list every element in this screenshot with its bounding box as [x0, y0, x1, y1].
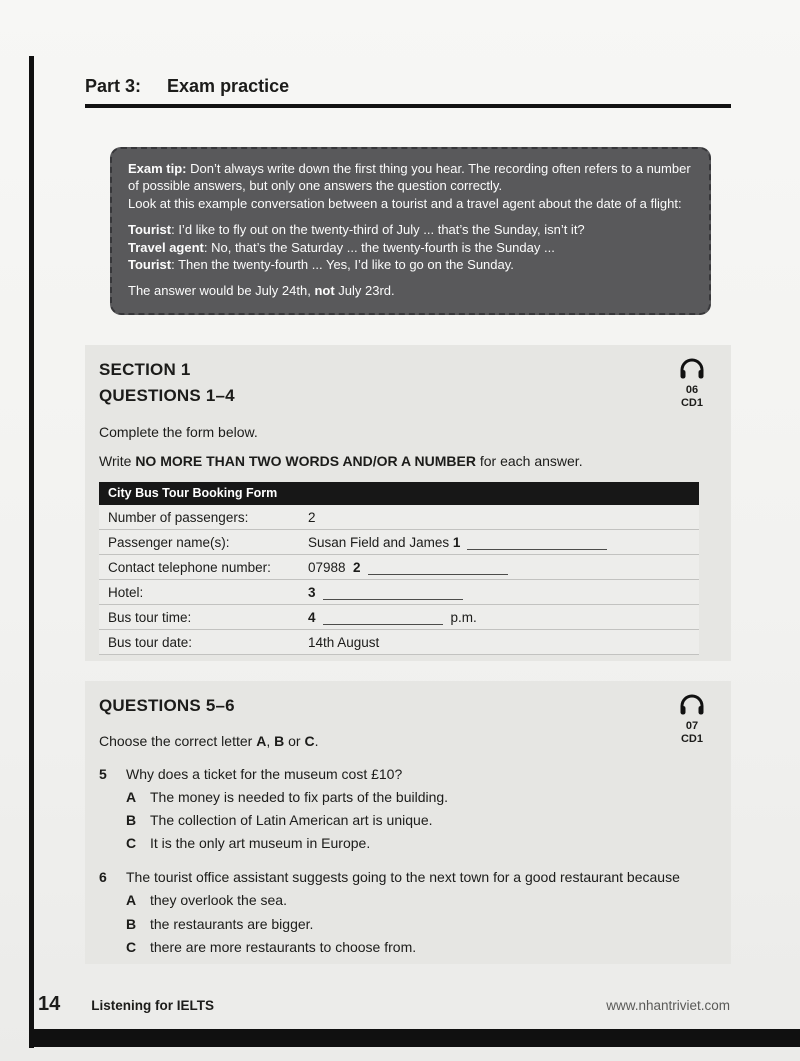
- booking-form: [99, 482, 699, 655]
- form-label: Number of passengers:: [108, 510, 249, 525]
- option-text: they overlook the sea.: [150, 892, 287, 909]
- dialogue-line-3: [128, 256, 693, 273]
- form-row-tour-date: [99, 630, 699, 655]
- answer-blank-4: [323, 613, 443, 625]
- form-label: Hotel:: [108, 585, 144, 600]
- answer-text: July 23rd.: [334, 283, 395, 299]
- question-number: 4: [308, 610, 316, 625]
- letter-a: A: [256, 732, 267, 749]
- form-value-text: 14th August: [308, 635, 380, 650]
- headphones-icon: [679, 702, 705, 719]
- option-letter: A: [126, 788, 137, 805]
- option-letter: B: [126, 811, 137, 828]
- question-5: [99, 765, 717, 853]
- answer-blank-2: [368, 563, 508, 575]
- page-number: 14: [38, 993, 61, 1015]
- part-label: Part 3:: [85, 76, 142, 96]
- word-limit-instruction: [99, 453, 717, 469]
- speaker-name: Tourist: [128, 257, 172, 273]
- dialogue-line-1: [128, 221, 693, 238]
- speaker-name: Travel agent: [128, 239, 204, 255]
- questions-5-6-block: [85, 681, 731, 964]
- exam-tip-text: Don’t always write down the first thing you hear. The recording often refers to a number of possible answers, but only one answers the question correctly.: [128, 161, 695, 194]
- question-6-line: [99, 868, 717, 886]
- exam-tip-intro: [128, 160, 693, 195]
- form-row-telephone: [99, 555, 699, 580]
- question-5-option-a: [126, 788, 717, 806]
- letter-b: B: [274, 732, 285, 749]
- question-text: The tourist office assistant suggests going to the next town for a good restaurant because: [126, 869, 680, 886]
- part-title: Exam practice: [167, 76, 290, 96]
- form-label: Passenger name(s):: [108, 535, 230, 550]
- cd-label: CD1: [680, 733, 703, 746]
- instruction-text: Choose the correct letter: [99, 732, 257, 749]
- question-6: [99, 868, 717, 956]
- answer-text: The answer would be July 24th,: [128, 283, 315, 299]
- exam-tip-box: [110, 147, 711, 315]
- instruction-text: Write: [99, 453, 136, 469]
- audio-track-06: [669, 358, 715, 410]
- form-row-passengers: [99, 505, 699, 530]
- question-number: 6: [99, 869, 107, 886]
- form-value: [308, 560, 690, 575]
- choose-instruction: [99, 733, 717, 749]
- booking-form-title: City Bus Tour Booking Form: [99, 482, 699, 505]
- track-number: 07: [685, 720, 699, 733]
- question-6-option-b: [126, 915, 717, 933]
- answer-blank-1: [467, 538, 607, 550]
- letter-c: C: [304, 732, 315, 749]
- exam-tip-label: Exam tip:: [128, 161, 191, 176]
- section-1-block: [85, 345, 731, 661]
- question-number: 2: [353, 560, 361, 575]
- headphones-icon: [679, 366, 705, 383]
- dialogue-line-2: [128, 239, 693, 256]
- question-5-line: [99, 765, 717, 783]
- option-text: It is the only art museum in Europe.: [150, 835, 371, 852]
- question-text: Why does a ticket for the museum cost £10?: [126, 765, 403, 782]
- answer-blank-3: [323, 588, 463, 600]
- audio-track-07: [669, 694, 715, 746]
- instruction-emphasis: NO MORE THAN TWO WORDS AND/OR A NUMBER: [135, 453, 476, 469]
- instruction-text: or: [284, 732, 305, 749]
- form-value: [308, 610, 690, 625]
- option-letter: A: [126, 892, 137, 909]
- question-6-option-c: [126, 938, 717, 956]
- option-text: the restaurants are bigger.: [150, 915, 314, 932]
- answer-emphasis: not: [314, 283, 335, 299]
- questions-5-6-title: QUESTIONS 5–6: [99, 696, 235, 715]
- question-number: 3: [308, 585, 316, 600]
- instruction-text: ,: [266, 732, 275, 749]
- page-footer: [38, 993, 730, 1016]
- question-5-option-c: [126, 834, 717, 852]
- time-suffix: p.m.: [450, 610, 477, 625]
- instruction-text: .: [314, 732, 319, 749]
- form-instruction: Complete the form below.: [99, 424, 258, 440]
- form-value-text: 07988: [308, 560, 354, 575]
- option-text: there are more restaurants to choose from.: [150, 938, 417, 955]
- questions-1-4-title: QUESTIONS 1–4: [99, 385, 235, 405]
- question-6-option-a: [126, 891, 717, 909]
- form-value-text: Susan Field and James: [308, 535, 453, 550]
- form-label: Bus tour time:: [108, 610, 192, 625]
- speaker-name: Tourist: [128, 222, 172, 238]
- section-title: SECTION 1: [99, 360, 191, 379]
- form-row-tour-time: [99, 605, 699, 630]
- scan-edge-left: [29, 56, 34, 1048]
- track-number: 06: [685, 384, 699, 397]
- exam-tip-answer: [128, 282, 693, 299]
- form-label: Contact telephone number:: [108, 560, 271, 575]
- option-letter: B: [126, 915, 137, 932]
- form-label: Bus tour date:: [108, 635, 193, 650]
- form-value: [308, 585, 690, 600]
- exam-tip-example-intro: Look at this example conversation between a tourist and a travel agent about the date of a flight:: [128, 195, 682, 211]
- instruction-text: for each answer.: [475, 453, 583, 469]
- form-value-text: 2: [308, 510, 316, 525]
- option-text: The collection of Latin American art is unique.: [150, 811, 433, 828]
- question-5-option-b: [126, 811, 717, 829]
- book-title: Listening for IELTS: [91, 998, 214, 1013]
- scan-edge-bottom: [29, 1029, 800, 1047]
- form-row-hotel: [99, 580, 699, 605]
- dialogue-text: : I’d like to fly out on the twenty-third of July ... that’s the Sunday, isn’t it?: [171, 222, 585, 238]
- part-header: [85, 76, 731, 108]
- form-value: [308, 535, 690, 550]
- question-number: 5: [99, 765, 107, 782]
- dialogue-text: : No, that’s the Saturday ... the twenty-fourth is the Sunday ...: [203, 239, 555, 255]
- option-letter: C: [126, 835, 137, 852]
- form-value: [308, 510, 690, 525]
- dialogue-text: : Then the twenty-fourth ... Yes, I’d like to go on the Sunday.: [171, 257, 514, 273]
- publisher-website: www.nhantriviet.com: [606, 998, 730, 1013]
- form-value: [308, 635, 690, 650]
- option-text: The money is needed to fix parts of the building.: [150, 788, 449, 805]
- option-letter: C: [126, 938, 137, 955]
- question-number: 1: [452, 535, 461, 550]
- form-row-passenger-names: [99, 530, 699, 555]
- cd-label: CD1: [680, 397, 703, 410]
